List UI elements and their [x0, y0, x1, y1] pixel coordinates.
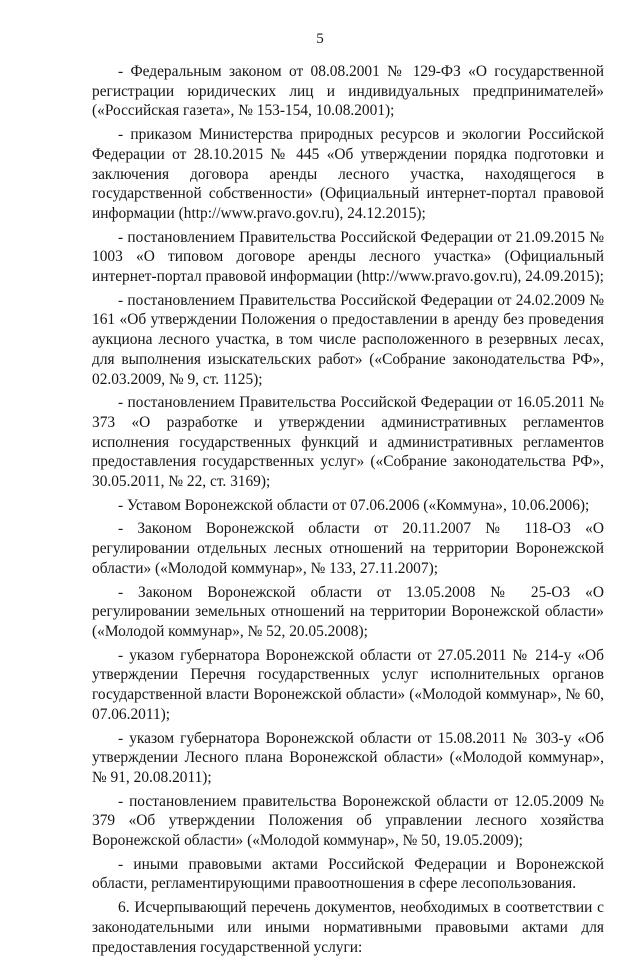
- legal-basis-item-governor-decree-214: - указом губернатора Воронежской области от 27.05.2011 № 214-у «Об утверждении Перечня государственных услуг исполнительных органов государственной власти Воронежской области» («Молодой коммунар», № 60, 07.06.2011);: [92, 646, 604, 723]
- section-6-heading: 6. Исчерпывающий перечень документов, необходимых в соответствии с законодательными или иными нормативными правовыми актами для предоставления государственной услуги:: [92, 899, 604, 956]
- document-body: [92, 62, 604, 961]
- legal-basis-item-government-decree-161: - постановлением Правительства Российской Федерации от 24.02.2009 № 161 «Об утверждении Положения о предоставлении в аренду без проведения аукциона лесного участка, в том числе расположенного в резервных лесах, для выполнения изыскательских работ» («Собрание законодательства РФ», 02.03.2009, № 9, ст. 1125);: [92, 291, 604, 388]
- legal-basis-item-other-acts: - иными правовыми актами Российской Федерации и Воронежской области, регламентирующими правоотношения в сфере лесопользования.: [92, 855, 604, 893]
- legal-basis-item-federal-law-129: - Федеральным законом от 08.08.2001 № 129-ФЗ «О государственной регистрации юридических лиц и индивидуальных предпринимателей» («Российская газета», № 153-154, 10.08.2001);: [92, 63, 604, 120]
- legal-basis-item-regional-law-118: - Законом Воронежской области от 20.11.2007 № 118-ОЗ «О регулировании отдельных лесных отношений на территории Воронежской области» («Молодой коммунар», № 133, 27.11.2007);: [92, 520, 604, 577]
- legal-basis-item-government-decree-373: - постановлением Правительства Российской Федерации от 16.05.2011 № 373 «О разработке и утверждении административных регламентов исполнения государственных функций и административных регламентов предоставления государственных услуг» («Собрание законодательства РФ», 30.05.2011, № 22, ст. 3169);: [92, 394, 604, 491]
- legal-basis-item-regional-decree-379: - постановлением правительства Воронежской области от 12.05.2009 № 379 «Об утверждении Положения об управлении лесного хозяйства Воронежской области» («Молодой коммунар», № 50, 19.05.2009);: [92, 792, 604, 850]
- legal-basis-item-charter: - Уставом Воронежской области от 07.06.2006 («Коммуна», 10.06.2006);: [118, 496, 590, 514]
- legal-basis-item-governor-decree-303: - указом губернатора Воронежской области от 15.08.2011 № 303-у «Об утверждении Лесного плана Воронежской области» («Молодой коммунар», № 91, 20.08.2011);: [92, 729, 604, 786]
- page-number: 5: [316, 31, 324, 47]
- legal-basis-item-regional-law-25: - Законом Воронежской области от 13.05.2008 № 25-ОЗ «О регулировании земельных отношений на территории Воронежской области» («Молодой коммунар», № 52, 20.05.2008);: [92, 583, 604, 640]
- legal-basis-item-ministry-order-445: - приказом Министерства природных ресурсов и экологии Российской Федерации от 28.10.2015 № 445 «Об утверждении порядка подготовки и заключения договора аренды лесного участка, находящегося в государственной собственности» (Официальный интернет-портал правовой информации (http://www.pravo.gov.ru), 24.12.2015);: [92, 126, 604, 222]
- legal-basis-item-government-decree-1003: - постановлением Правительства Российской Федерации от 21.09.2015 № 1003 «О типовом договоре аренды лесного участка» (Официальный интернет-портал правовой информации (http://www.pravo.gov.ru), 24.09.2015);: [92, 228, 604, 286]
